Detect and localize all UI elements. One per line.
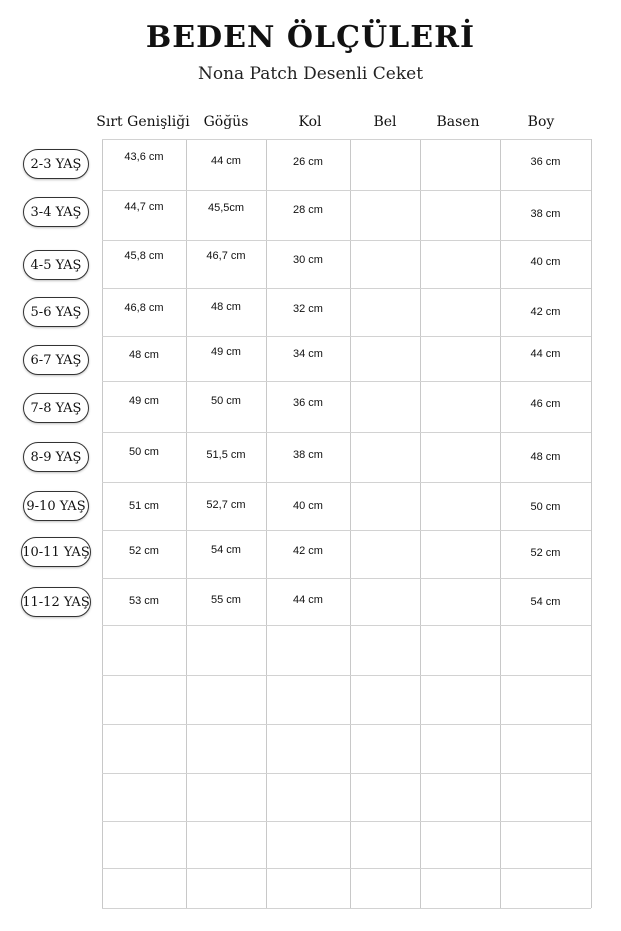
column-header: Sırt Genişliği — [96, 114, 190, 130]
table-cell: 48 cm — [129, 349, 159, 361]
grid-hline — [102, 482, 591, 483]
grid-hline — [102, 773, 591, 774]
table-cell: 40 cm — [293, 500, 323, 512]
grid-vline — [102, 139, 103, 908]
table-cell: 46,7 cm — [206, 250, 246, 262]
table-cell: 51,5 cm — [206, 449, 246, 461]
grid-vline — [591, 139, 592, 908]
table-cell: 42 cm — [293, 545, 323, 557]
table-cell: 54 cm — [211, 544, 241, 556]
column-header: Boy — [527, 114, 555, 130]
table-cell: 38 cm — [530, 208, 561, 220]
age-label: 6-7 YAŞ — [23, 345, 89, 375]
age-label: 4-5 YAŞ — [23, 250, 89, 280]
grid-vline — [500, 139, 501, 908]
table-cell: 55 cm — [211, 594, 241, 606]
table-cell: 26 cm — [293, 156, 323, 168]
grid-hline — [102, 868, 591, 869]
table-cell: 36 cm — [293, 397, 323, 409]
table-cell: 48 cm — [530, 451, 561, 463]
table-cell: 28 cm — [293, 204, 323, 216]
age-label: 7-8 YAŞ — [23, 393, 89, 423]
table-cell: 45,5cm — [207, 202, 245, 214]
table-cell: 42 cm — [530, 306, 561, 318]
age-label: 10-11 YAŞ — [21, 537, 91, 567]
table-cell: 50 cm — [129, 446, 159, 458]
grid-hline — [102, 908, 591, 909]
grid-vline — [350, 139, 351, 908]
column-header: Basen — [436, 114, 480, 130]
age-label: 2-3 YAŞ — [23, 149, 89, 179]
table-cell: 44 cm — [530, 348, 561, 360]
table-cell: 46 cm — [530, 398, 561, 410]
column-header: Göğüs — [203, 114, 249, 130]
grid-hline — [102, 530, 591, 531]
age-label: 3-4 YAŞ — [23, 197, 89, 227]
page-title: BEDEN ÖLÇÜLERİ — [145, 20, 476, 55]
table-cell: 43,6 cm — [124, 151, 164, 163]
table-cell: 50 cm — [530, 501, 561, 513]
table-cell: 44 cm — [293, 594, 323, 606]
table-cell: 40 cm — [530, 256, 561, 268]
table-cell: 53 cm — [129, 595, 159, 607]
table-cell: 34 cm — [293, 348, 323, 360]
grid-hline — [102, 821, 591, 822]
grid-hline — [102, 675, 591, 676]
age-label: 5-6 YAŞ — [23, 297, 89, 327]
grid-hline — [102, 336, 591, 337]
table-cell: 52 cm — [530, 547, 561, 559]
table-cell: 32 cm — [293, 303, 323, 315]
table-cell: 36 cm — [530, 156, 561, 168]
grid-hline — [102, 381, 591, 382]
column-header: Bel — [373, 114, 397, 130]
table-cell: 44,7 cm — [124, 201, 164, 213]
table-cell: 52,7 cm — [206, 499, 246, 511]
table-cell: 49 cm — [211, 346, 241, 358]
table-cell: 45,8 cm — [124, 250, 164, 262]
table-cell: 48 cm — [211, 301, 241, 313]
grid-hline — [102, 139, 591, 140]
table-cell: 54 cm — [530, 596, 561, 608]
grid-vline — [420, 139, 421, 908]
grid-hline — [102, 240, 591, 241]
table-cell: 52 cm — [129, 545, 159, 557]
grid-hline — [102, 288, 591, 289]
grid-hline — [102, 578, 591, 579]
table-cell: 46,8 cm — [124, 302, 164, 314]
table-cell: 44 cm — [211, 155, 241, 167]
table-cell: 50 cm — [211, 395, 241, 407]
table-cell: 51 cm — [129, 500, 159, 512]
table-cell: 38 cm — [293, 449, 323, 461]
grid-hline — [102, 625, 591, 626]
table-cell: 49 cm — [129, 395, 159, 407]
column-header: Kol — [298, 114, 322, 130]
grid-hline — [102, 190, 591, 191]
grid-hline — [102, 724, 591, 725]
grid-hline — [102, 432, 591, 433]
table-cell: 30 cm — [293, 254, 323, 266]
age-label: 11-12 YAŞ — [21, 587, 91, 617]
page-subtitle: Nona Patch Desenli Ceket — [197, 64, 424, 84]
age-label: 9-10 YAŞ — [23, 491, 89, 521]
grid-vline — [266, 139, 267, 908]
age-label: 8-9 YAŞ — [23, 442, 89, 472]
